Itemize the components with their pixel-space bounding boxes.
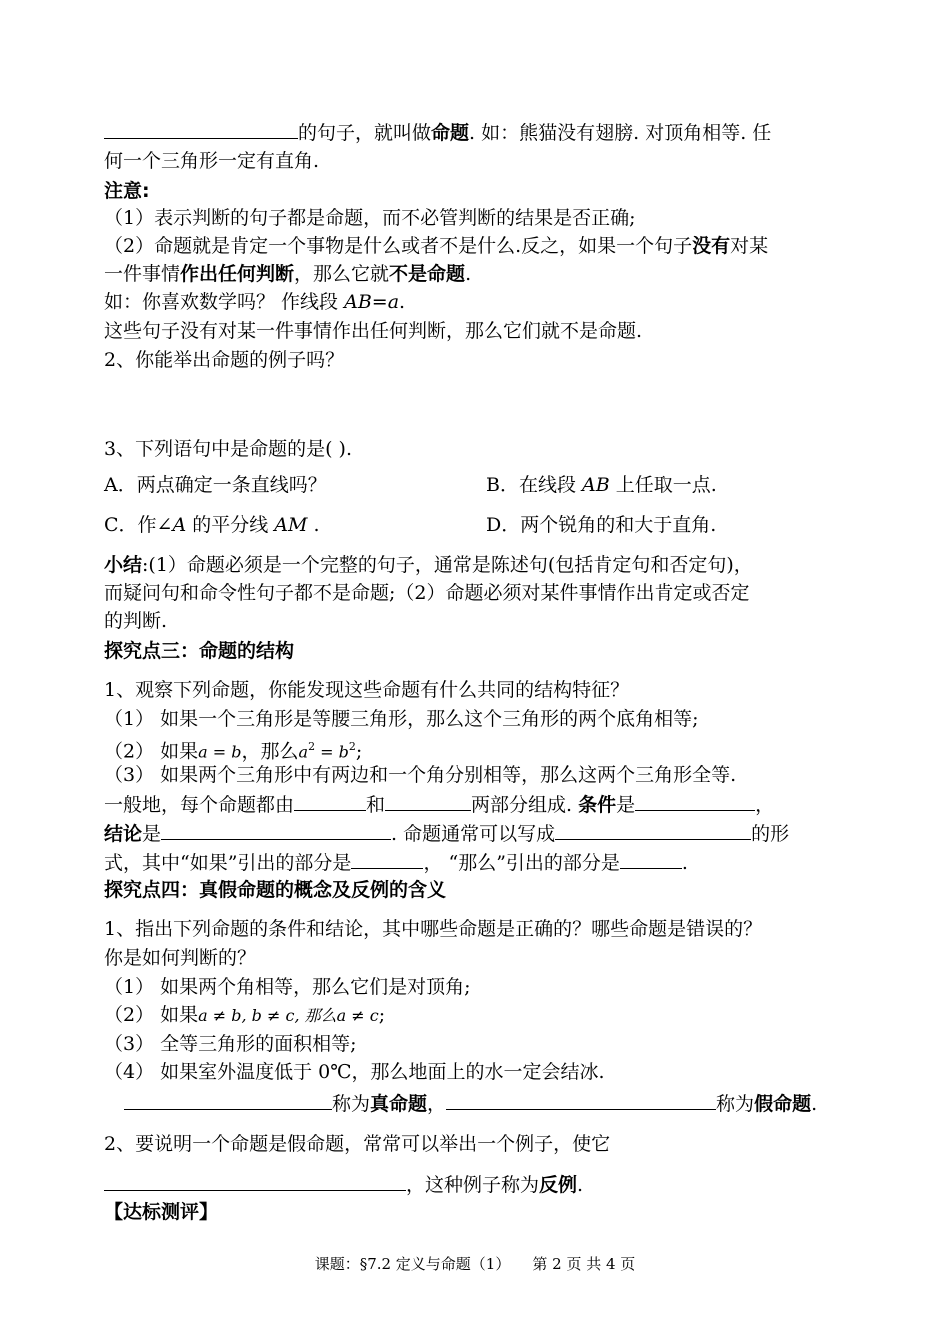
section-4-question: 1、指出下列命题的条件和结论，其中哪些命题是正确的？哪些命题是错误的？ — [104, 918, 763, 940]
page-footer — [0, 1253, 950, 1274]
section-3-fill-2: 结论是 . 命题通常可以写成 的形 — [104, 819, 789, 847]
option-b: B．在线段 AB 上任取一点. — [486, 474, 717, 496]
note-title: 注意: — [104, 180, 150, 202]
blank-1 — [104, 118, 298, 139]
section-3-item-1: （1） 如果一个三角形是等腰三角形，那么这个三角形的两个底角相等; — [104, 708, 699, 730]
note-3: 一件事情作出任何判断，那么它就不是命题. — [104, 263, 472, 285]
section-4-item-1: （1） 如果两个角相等，那么它们是对顶角; — [104, 976, 471, 998]
section-4-item-3: （3） 全等三角形的面积相等; — [104, 1033, 357, 1055]
example-line: 如：你喜欢数学吗？ 作线段 AB=a. — [104, 291, 406, 313]
section-5-heading: 【达标测评】 — [104, 1201, 219, 1223]
note-2: （2）命题就是肯定一个事物是什么或者不是什么.反之，如果一个句子没有对某 — [104, 235, 769, 257]
section-3-item-2: （2） 如果a = b，那么$a^2 = b^2$; — [104, 740, 363, 763]
section-3-item-3: （3） 如果两个三角形中有两边和一个角分别相等，那么这两个三角形全等. — [104, 764, 737, 786]
option-d: D．两个锐角的和大于直角. — [486, 514, 717, 536]
line-definition-2: 何一个三角形一定有直角. — [104, 150, 320, 172]
section-3-fill-3: 式，其中“如果”引出的部分是 ， “那么”引出的部分是 . — [104, 848, 688, 876]
section-4-item-4: （4） 如果室外温度低于 0℃，那么地面上的水一定会结冰. — [104, 1061, 605, 1083]
question-3: 3、下列语句中是命题的是( ). — [104, 438, 352, 460]
section-4-question-2: 你是如何判断的？ — [104, 947, 257, 969]
section-4-heading: 探究点四：真假命题的概念及反例的含义 — [104, 879, 447, 901]
example-line-2: 这些句子没有对某一件事情作出任何判断，那么它们就不是命题. — [104, 320, 643, 342]
summary-1: 小结:(1）命题必须是一个完整的句子，通常是陈述句(包括肯定句和否定句)， — [104, 554, 753, 576]
question-2: 2、你能举出命题的例子吗？ — [104, 349, 345, 371]
section-4-question-3: 2、要说明一个命题是假命题，常常可以举出一个例子，使它 — [104, 1133, 611, 1155]
option-a: A．两点确定一条直线吗？ — [104, 474, 327, 496]
section-4-fill-1: 称为真命题， 称为假命题. — [124, 1089, 817, 1117]
option-c: C．作∠A 的平分线 AM . — [104, 514, 320, 536]
section-3-fill-1: 一般地，每个命题都由 和 两部分组成. 条件是 ， — [104, 790, 774, 818]
section-4-fill-2: ，这种例子称为反例. — [104, 1170, 583, 1198]
section-4-item-2: （2） 如果a ≠ b, b ≠ c, 那么a ≠ c; — [104, 1004, 386, 1026]
footer-course: 课题：§7.2 定义与命题（1） — [314, 1255, 511, 1273]
summary-3: 的判断. — [104, 610, 168, 632]
note-1: （1）表示判断的句子都是命题，而不必管判断的结果是否正确; — [104, 207, 636, 229]
section-3-heading: 探究点三：命题的结构 — [104, 640, 295, 662]
summary-2: 而疑问句和命令性句子都不是命题;（2）命题必须对某件事情作出肯定或否定 — [104, 582, 750, 604]
section-3-question: 1、观察下列命题，你能发现这些命题有什么共同的结构特征？ — [104, 679, 630, 701]
line-definition: 的句子，就叫做命题. 如：熊猫没有翅膀. 对顶角相等. 任 — [104, 118, 771, 146]
footer-page-number: 第 2 页 共 4 页 — [532, 1255, 636, 1273]
